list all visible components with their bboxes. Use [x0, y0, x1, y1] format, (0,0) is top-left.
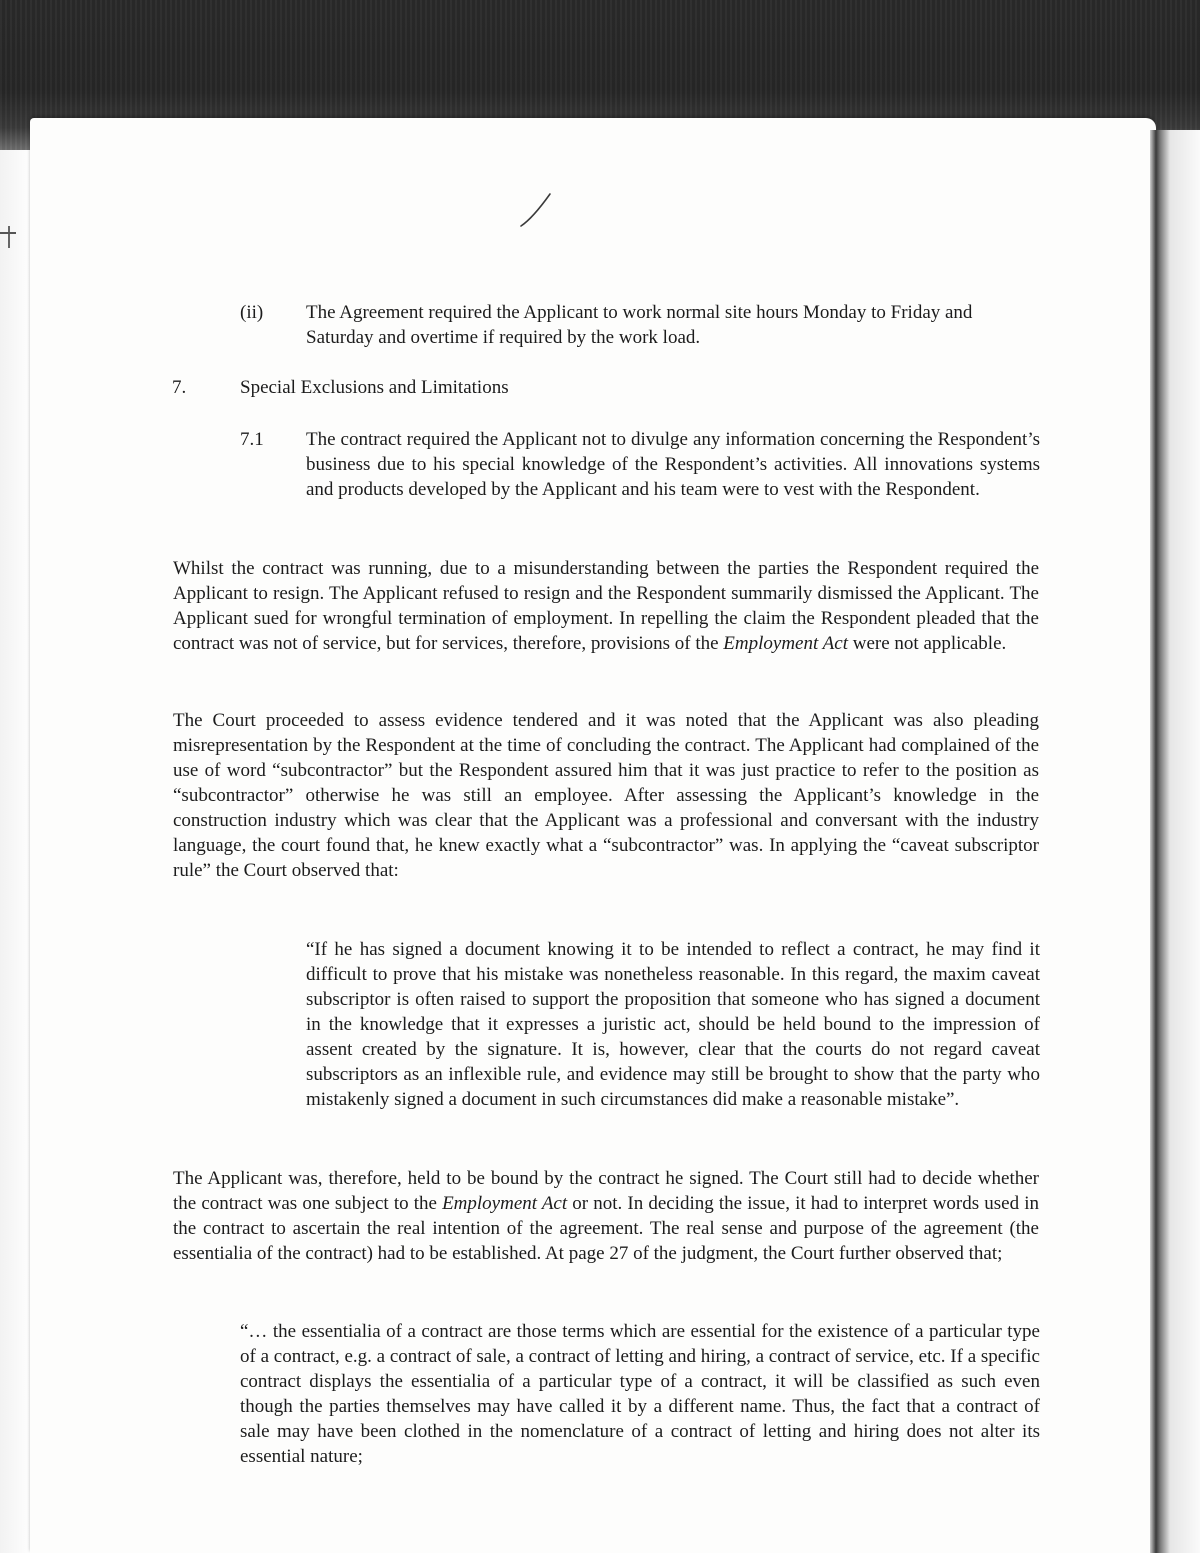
item-ii-marker: (ii): [240, 302, 264, 323]
paragraph-dismissal: [173, 556, 1039, 656]
section-7-heading: Special Exclusions and Limitations: [240, 377, 509, 398]
paragraph-dismissal-text: Whilst the contract was running, due to a misunderstanding between the parties the Respondent required the Applicant to resign. The Applicant refused to resign and the Respondent summarily dismissed the Applicant. The Applicant sued for wrongful termination of employment. In repelling the claim the Respondent pleaded that the contract was not of service, but for services, therefore, provisions of the: [173, 558, 1039, 654]
item-7-1-text: The contract required the Applicant not to divulge any information concerning the Respondent’s business due to his special knowledge of the Respondent’s activities. All innovations systems and products developed by the Applicant and his team were to vest with the Respondent.: [306, 429, 1040, 500]
quote-caveat-subscriptor: “If he has signed a document knowing it to be intended to reflect a contract, he may find it difficult to prove that his mistake was nonetheless reasonable. In this regard, the maxim caveat subscriptor is often raised to support the proposition that someone who has signed a document in the knowledge that it expresses a juristic act, should be held bound to the impression of assent created by the signature. It is, however, clear that the courts do not regard caveat subscriptors as an inflexible rule, and evidence may still be brought to show that the party who mistakenly signed a document in such circumstances did make a reasonable mistake”.: [306, 939, 1040, 1110]
paragraph-bound-text: The Applicant was, therefore, held to be bound by the contract he signed. The Court still had to decide whether the contract was one subject to the: [173, 1168, 1039, 1214]
section-7-number: 7.: [172, 377, 187, 398]
employment-act-ref-2: Employment Act: [442, 1193, 568, 1214]
employment-act-ref: Employment Act: [723, 633, 848, 654]
item-ii-text: The Agreement required the Applicant to work normal site hours Monday to Friday and Saturday and overtime if required by the work load.: [306, 302, 973, 348]
paragraph-bound-by-contract: [173, 1166, 1039, 1266]
paragraph-dismissal-end: were not applicable.: [848, 633, 1007, 654]
quote-essentialia: “… the essentialia of a contract are those terms which are essential for the existence of a particular type of a contract, e.g. a contract of sale, a contract of letting and hiring, a contract of service, etc. If a specific contract displays the essentialia of a particular type of a contract, it will be classified as such even though the parties themselves may have called it by a different name. Thus, the fact that a contract of sale may have been clothed in the nomenclature of a contract of letting and hiring does not alter its essential nature;: [240, 1321, 1040, 1467]
paragraph-bound-end: or not. In deciding the issue, it had to interpret words used in the contract to ascertain the real intention of the agreement. The real sense and purpose of the agreement (the essentialia of the contract) had to be established. At page 27 of the judgment, the Court further observed that;: [173, 1193, 1039, 1264]
item-7-1-number: 7.1: [240, 429, 264, 450]
paragraph-court-assessment: The Court proceeded to assess evidence tendered and it was noted that the Applicant was also pleading misrepresentation by the Respondent at the time of concluding the contract. The Applicant had complained of the use of word “subcontractor” but the Respondent assured him that it was just practice to refer to the position as “subcontractor” otherwise he was still an employee. After assessing the Applicant’s knowledge in the construction industry which was clear that the Applicant was a professional and conversant with the industry language, the court found that, he knew exactly what a “subcontractor” was. In applying the “caveat subscriptor rule” the Court observed that:: [173, 710, 1039, 881]
